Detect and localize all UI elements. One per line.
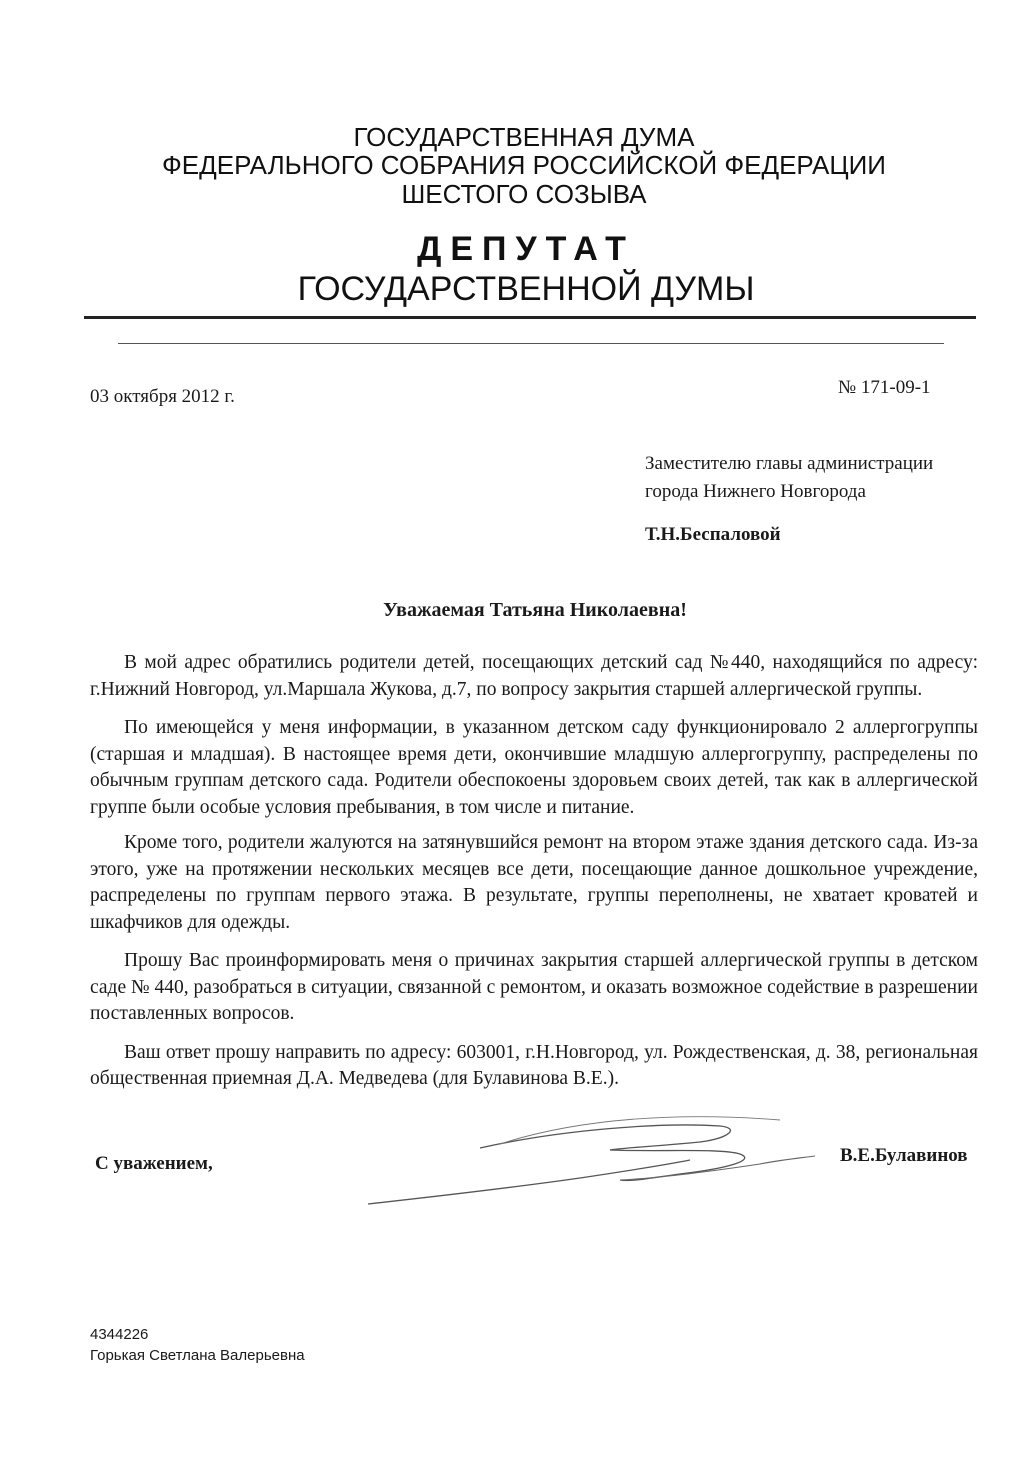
header-deputy: ДЕПУТАТ [417, 230, 635, 268]
header-line-1: ГОСУДАРСТВЕННАЯ ДУМА [353, 122, 695, 152]
letter-body [90, 650, 978, 1105]
handwritten-signature [360, 1108, 820, 1218]
header-line-2: ФЕДЕРАЛЬНОГО СОБРАНИЯ РОССИЙСКОЙ ФЕДЕРАЦИИ [162, 150, 886, 180]
body-paragraph-1: В мой адрес обратились родители детей, посещающих детский сад №440, находящийся по адресу: г.Нижний Новгород, ул.Маршала Жукова, д.7, по вопросу закрытия старшей аллергической группы. [90, 652, 978, 700]
header-rule-thick [84, 316, 976, 319]
letter-date: 03 октября 2012 г. [90, 386, 235, 407]
signer-name: В.Е.Булавинов [840, 1145, 968, 1166]
body-paragraph-5: Ваш ответ прошу направить по адресу: 603001, г.Н.Новгород, ул. Рождественская, д. 38, региональная общественная приемная Д.А. Медведева (для Булавинова В.Е.). [90, 1041, 978, 1089]
header-rule-thin [118, 343, 944, 344]
addressee-line-1: Заместителю главы администрации [645, 453, 934, 474]
body-paragraph-4: Прошу Вас проинформировать меня о причинах закрытия старшей аллергической группы в детском саде № 440, разобраться в ситуации, связанной с ремонтом, и оказать возможное содействие в разрешении поставленных вопросов. [90, 950, 978, 1024]
header-line-3: ШЕСТОГО СОЗЫВА [401, 179, 647, 209]
addressee-line-2: города Нижнего Новгорода [645, 481, 866, 502]
closing-regards: С уважением, [95, 1153, 213, 1174]
letter-number: № 171-09-1 [838, 377, 931, 398]
salutation: Уважаемая Татьяна Николаевна! [383, 599, 687, 621]
addressee-name: Т.Н.Беспаловой [645, 524, 781, 545]
body-paragraph-3: Кроме того, родители жалуются на затянувшийся ремонт на втором этаже здания детского сада. Из-за этого, уже на протяжении нескольких месяцев все дети, посещающие данное дошкольное учреждение, распределены по группам первого этажа. В результате, группы переполнены, не хватает кроватей и шкафчиков для одежды. [90, 832, 978, 933]
executor-name: Горькая Светлана Валерьевна [90, 1347, 305, 1364]
body-paragraph-2: По имеющейся у меня информации, в указанном детском саду функционировало 2 аллергогруппы (старшая и младшая). В настоящее время дети, окончившие младшую аллергогруппу, распределены по обычным группам детского сада. Родители обеспокоены здоровьем своих детей, так как в аллергической группе были особые условия пребывания, в том числе и питание. [90, 717, 978, 818]
executor-phone: 4344226 [90, 1326, 149, 1343]
header-duma: ГОСУДАРСТВЕННОЙ ДУМЫ [297, 270, 755, 308]
